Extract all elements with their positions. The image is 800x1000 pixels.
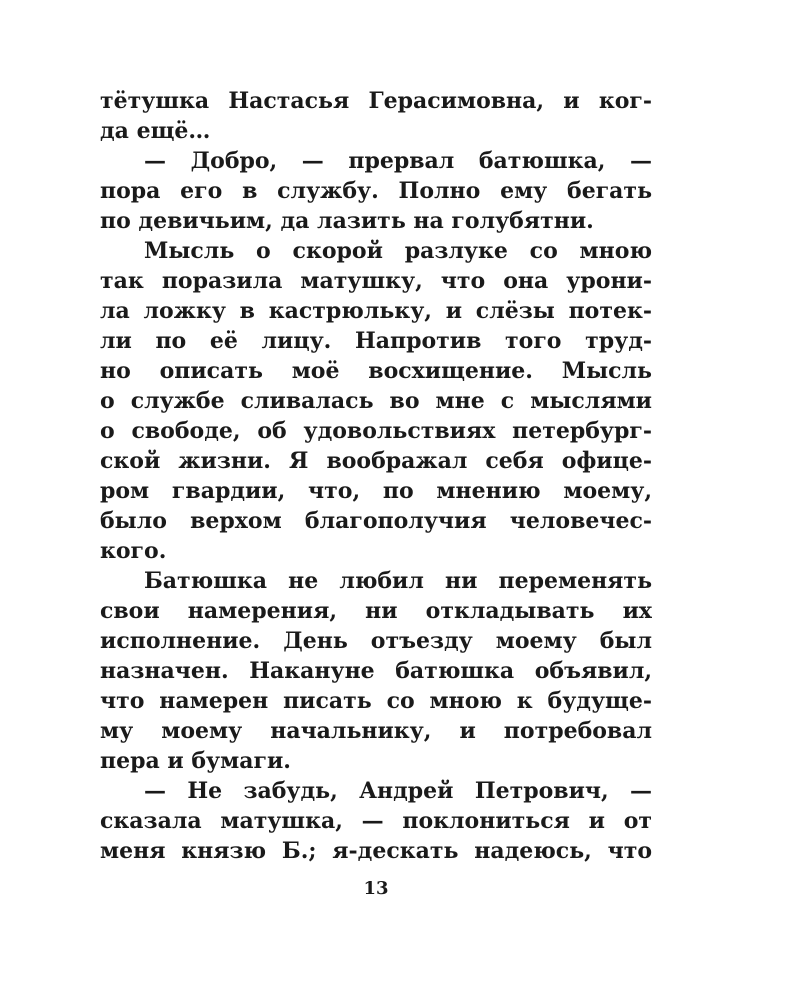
text-line: ром гвардии, что, по мнению моему, — [100, 478, 652, 504]
body-text — [100, 86, 652, 866]
text-line: о свободе, об удовольствиях петербург- — [100, 418, 652, 444]
text-line: кого. — [100, 538, 167, 564]
text-line: Батюшка не любил ни переменять — [144, 568, 652, 594]
text-line: что намерен писать со мною к будуще- — [100, 688, 652, 714]
text-line: да ещё… — [100, 118, 211, 144]
text-line: му моему начальнику, и потребовал — [100, 718, 652, 744]
text-line: — Добро, — прервал батюшка, — — [144, 148, 652, 174]
text-line: тётушка Настасья Герасимовна, и ког- — [100, 88, 652, 114]
text-line: исполнение. День отъезду моему был — [100, 628, 652, 654]
page-number: 13 — [363, 878, 389, 899]
text-line: было верхом благополучия человечес- — [100, 508, 652, 534]
text-line: пора его в службу. Полно ему бегать — [100, 178, 652, 204]
text-line: — Не забудь, Андрей Петрович, — — [144, 778, 652, 804]
text-line: назначен. Накануне батюшка объявил, — [100, 658, 652, 684]
text-line: но описать моё восхищение. Мысль — [100, 358, 652, 384]
text-line: свои намерения, ни откладывать их — [100, 598, 652, 624]
text-line: ской жизни. Я воображал себя офице- — [100, 448, 652, 474]
text-line: пера и бумаги. — [100, 748, 291, 774]
text-line: ли по её лицу. Напротив того труд- — [100, 328, 652, 354]
text-line: меня князю Б.; я-дескать надеюсь, что — [100, 838, 652, 864]
text-line: так поразила матушку, что она урони- — [100, 268, 652, 294]
text-line: по девичьим, да лазить на голубятни. — [100, 208, 594, 234]
text-line: о службе сливалась во мне с мыслями — [100, 388, 652, 414]
text-line: ла ложку в кастрюльку, и слёзы потек- — [100, 298, 652, 324]
text-line: сказала матушка, — поклониться и от — [100, 808, 652, 834]
text-line: Мысль о скорой разлуке со мною — [144, 238, 652, 264]
